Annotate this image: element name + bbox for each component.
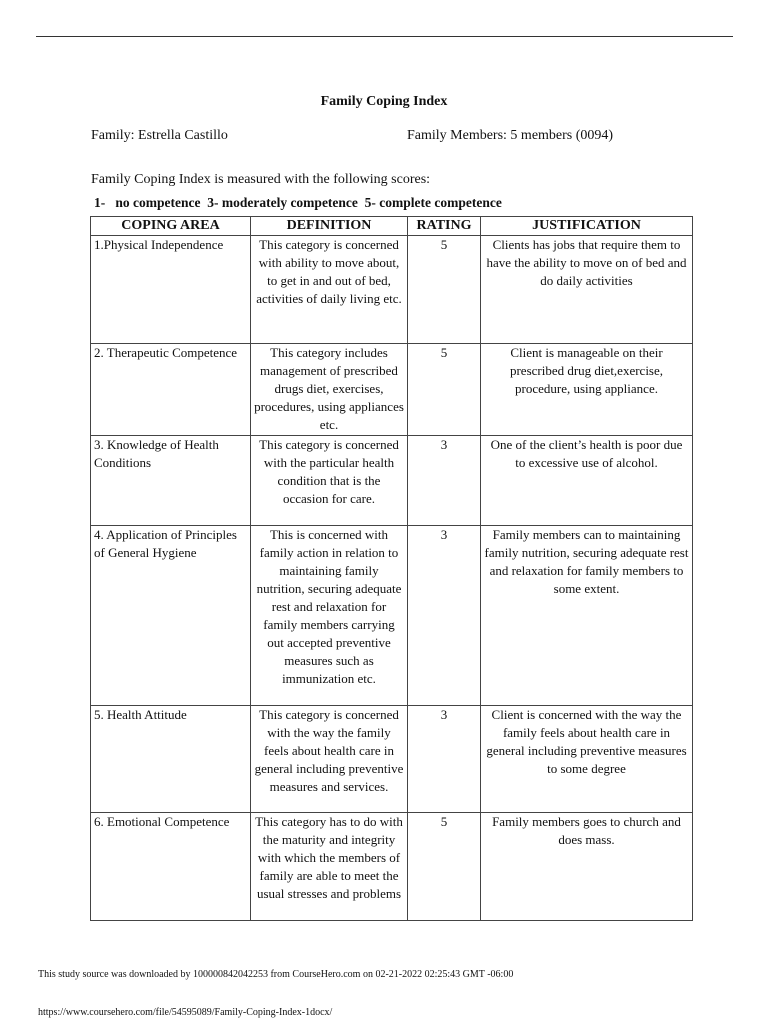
score-scale: 1- no competence 3- moderately competence 5- complete competence	[94, 195, 502, 210]
justification-cell: One of the client’s health is poor due to excessive use of alcohol.	[481, 436, 693, 526]
coping-area-cell: 4. Application of Principles of General Hygiene	[91, 526, 251, 706]
rating-cell: 5	[408, 344, 481, 436]
header-coping-area: COPING AREA	[91, 217, 251, 236]
coping-index-table	[90, 216, 693, 921]
source-url: https://www.coursehero.com/file/54595089/Family-Coping-Index-1docx/	[38, 1007, 333, 1018]
justification-cell: Family members goes to church and does mass.	[481, 813, 693, 921]
family-name: Family: Estrella Castillo	[91, 128, 228, 143]
justification-cell: Clients has jobs that require them to have the ability to move on of bed and do daily activities	[481, 236, 693, 344]
justification-cell: Client is concerned with the way the family feels about health care in general including preventive measures to some degree	[481, 706, 693, 813]
rating-cell: 3	[408, 526, 481, 706]
rating-cell: 5	[408, 813, 481, 921]
rating-cell: 3	[408, 436, 481, 526]
coping-area-cell: 5. Health Attitude	[91, 706, 251, 813]
table-row	[91, 813, 693, 921]
definition-cell: This category includes management of prescribed drugs diet, exercises, procedures, using appliances etc.	[251, 344, 408, 436]
definition-cell: This category is concerned with the way the family feels about health care in general including preventive measures and services.	[251, 706, 408, 813]
table-row	[91, 436, 693, 526]
table-header-row	[91, 217, 693, 236]
table-row	[91, 526, 693, 706]
justification-cell: Client is manageable on their prescribed drug diet,exercise, procedure, using appliance.	[481, 344, 693, 436]
rating-cell: 3	[408, 706, 481, 813]
table-row	[91, 236, 693, 344]
table-row	[91, 706, 693, 813]
top-divider	[36, 36, 733, 37]
coping-area-cell: 6. Emotional Competence	[91, 813, 251, 921]
family-members: Family Members: 5 members (0094)	[407, 128, 614, 143]
intro-text: Family Coping Index is measured with the following scores:	[91, 172, 431, 187]
justification-cell: Family members can to maintaining family nutrition, securing adequate rest and relaxation for family members to some extent.	[481, 526, 693, 706]
download-source-note: This study source was downloaded by 100000842042253 from CourseHero.com on 02-21-2022 02:25:43 GMT -06:00	[38, 969, 514, 980]
coping-area-cell: 2. Therapeutic Competence	[91, 344, 251, 436]
definition-cell: This category is concerned with the particular health condition that is the occasion for care.	[251, 436, 408, 526]
header-justification: JUSTIFICATION	[481, 217, 693, 236]
header-rating: RATING	[408, 217, 481, 236]
header-definition: DEFINITION	[251, 217, 408, 236]
definition-cell: This category is concerned with ability to move about, to get in and out of bed, activities of daily living etc.	[251, 236, 408, 344]
rating-cell: 5	[408, 236, 481, 344]
coping-area-cell: 1.Physical Independence	[91, 236, 251, 344]
table-row	[91, 344, 693, 436]
coping-area-cell: 3. Knowledge of Health Conditions	[91, 436, 251, 526]
definition-cell: This category has to do with the maturity and integrity with which the members of family are able to meet the usual stresses and problems	[251, 813, 408, 921]
document-title: Family Coping Index	[320, 94, 448, 109]
definition-cell: This is concerned with family action in relation to maintaining family nutrition, securing adequate rest and relaxation for family members carrying out accepted preventive measures such as immunization etc.	[251, 526, 408, 706]
